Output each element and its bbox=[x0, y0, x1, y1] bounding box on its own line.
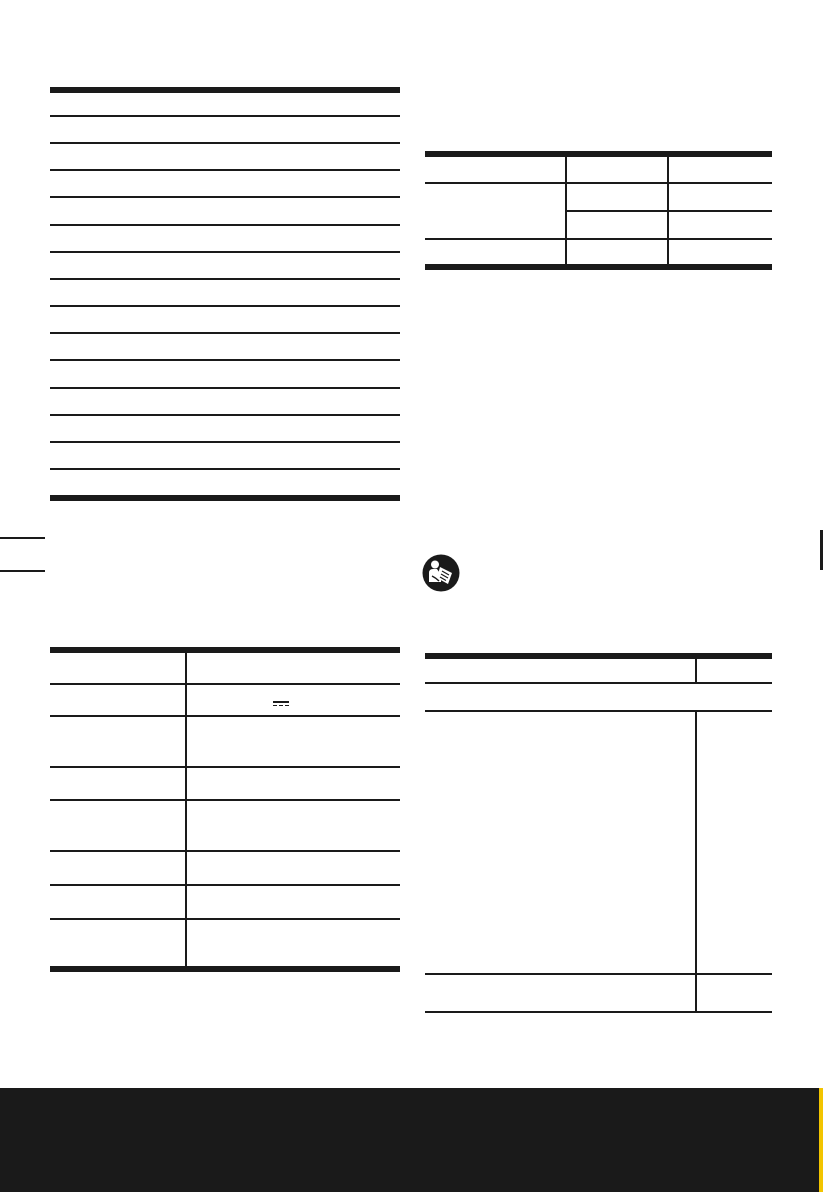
table-column-divider bbox=[695, 656, 697, 683]
table-column-divider bbox=[695, 711, 697, 1012]
table-row-rule bbox=[425, 182, 772, 184]
table-row-rule bbox=[50, 278, 400, 280]
table-row-rule bbox=[50, 683, 400, 685]
table-row-rule bbox=[50, 850, 400, 852]
read-manual-icon bbox=[422, 554, 460, 592]
table-row-rule bbox=[425, 682, 772, 684]
table-row-rule bbox=[425, 238, 772, 240]
table-row-rule bbox=[50, 169, 400, 171]
table-row-rule bbox=[50, 251, 400, 253]
table-row-rule bbox=[50, 224, 400, 226]
table-row-rule bbox=[50, 441, 400, 443]
table-row-rule bbox=[50, 468, 400, 470]
dc-current-symbol-icon bbox=[273, 701, 289, 706]
table-row-rule bbox=[425, 710, 772, 712]
table-top-rule bbox=[50, 87, 400, 93]
table-row-rule bbox=[50, 715, 400, 717]
table-row-rule bbox=[50, 142, 400, 144]
table-top-rule bbox=[50, 647, 400, 653]
table-row-rule bbox=[50, 414, 400, 416]
table-bottom-rule bbox=[50, 966, 400, 972]
table-row-rule bbox=[50, 884, 400, 886]
table-row-rule bbox=[50, 305, 400, 307]
table-column-divider bbox=[667, 153, 669, 266]
table-row-rule bbox=[50, 359, 400, 361]
table-bottom-rule bbox=[425, 264, 772, 270]
table-row-rule bbox=[50, 766, 400, 768]
table-row-rule bbox=[50, 196, 400, 198]
table-row-rule bbox=[425, 973, 772, 975]
footer-band bbox=[0, 1088, 823, 1192]
table-row-rule bbox=[50, 115, 400, 117]
table-bottom-rule bbox=[425, 1011, 772, 1013]
table-top-rule bbox=[425, 151, 772, 157]
section-tab-marker bbox=[0, 537, 45, 539]
table-row-rule bbox=[50, 918, 400, 920]
table-row-rule bbox=[566, 210, 772, 212]
table-bottom-rule bbox=[50, 495, 400, 501]
table-column-divider bbox=[565, 153, 567, 266]
section-tab-marker bbox=[0, 570, 45, 572]
table-row-rule bbox=[50, 387, 400, 389]
table-column-divider bbox=[185, 650, 187, 968]
table-row-rule bbox=[50, 799, 400, 801]
table-row-rule bbox=[50, 332, 400, 334]
table-top-rule bbox=[425, 653, 772, 659]
footer-accent-strip bbox=[819, 1088, 823, 1192]
